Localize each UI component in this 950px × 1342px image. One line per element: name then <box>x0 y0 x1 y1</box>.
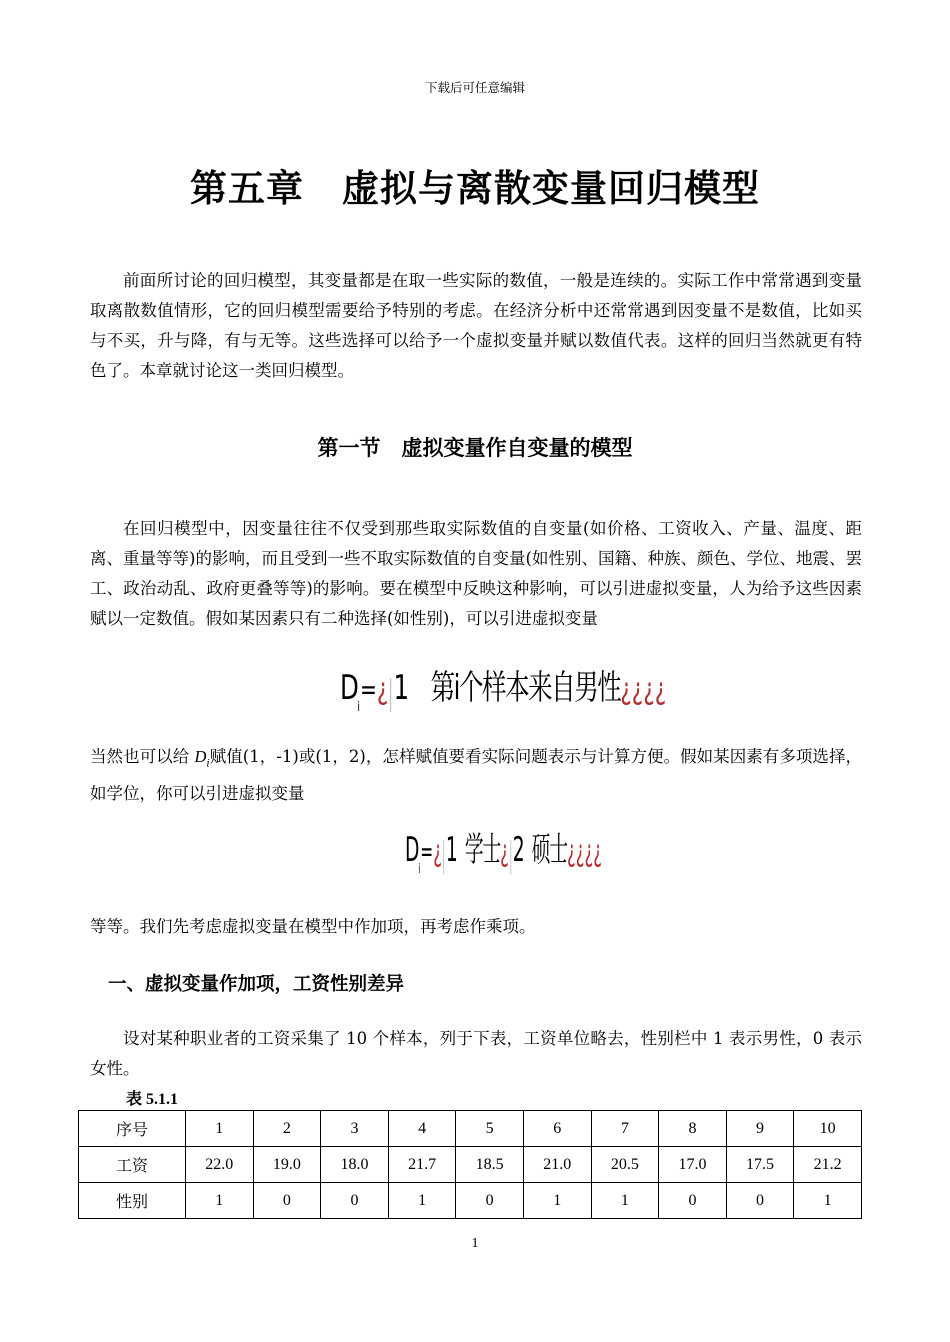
table-cell: 0 <box>726 1183 794 1219</box>
formula2-value-1: 1 <box>445 830 457 870</box>
paragraph-2-before: 当然也可以给 <box>90 747 195 766</box>
page-header: 下载后可任意编辑 <box>424 80 525 95</box>
formula2-text-2: 硕士 <box>531 830 567 870</box>
table-cell: 1 <box>186 1183 254 1219</box>
table-cell: 20.5 <box>591 1147 659 1183</box>
paragraph-2 <box>90 742 862 809</box>
table-cell: 10 <box>794 1111 862 1147</box>
table-cell: 3 <box>321 1111 389 1147</box>
table-cell: 0 <box>253 1183 321 1219</box>
formula-placeholder: ¿ <box>376 672 389 707</box>
table-cell: 6 <box>523 1111 591 1147</box>
table-cell: 9 <box>726 1111 794 1147</box>
table-cell: 22.0 <box>186 1147 254 1183</box>
formula2-brace-1 <box>444 840 445 874</box>
formula-subscript: i <box>357 700 361 715</box>
table-row <box>79 1183 862 1219</box>
paragraph-2-after: 赋值(1，-1)或(1，2)，怎样赋值要看实际问题表示与计算方便。假如某因素有多项选择，如学位，你可以引进虚拟变量 <box>90 747 862 804</box>
table-row-header: 序号 <box>79 1111 186 1147</box>
section-heading: 第一节 虚拟变量作自变量的模型 <box>317 436 633 460</box>
chapter-title: 第五章 虚拟与离散变量回归模型 <box>190 167 760 210</box>
formula2-text-1: 学士 <box>464 830 501 870</box>
formula2-value-2: 2 <box>512 830 524 870</box>
table-cell: 21.2 <box>794 1147 862 1183</box>
page-number: 1 <box>471 1236 479 1251</box>
table-body <box>79 1111 862 1219</box>
formula2-placeholder-2: ¿ <box>500 834 509 869</box>
formula-var: D <box>340 668 358 708</box>
table-cell: 1 <box>591 1183 659 1219</box>
table-cell: 18.5 <box>456 1147 524 1183</box>
formula-text: 第i个样本来自男性 <box>430 668 621 708</box>
table-row-header: 工资 <box>79 1147 186 1183</box>
table-caption: 表 5.1.1 <box>126 1091 179 1108</box>
table-cell: 2 <box>253 1111 321 1147</box>
table-cell: 1 <box>388 1183 456 1219</box>
table-cell: 1 <box>186 1111 254 1147</box>
formula-brace <box>391 678 392 712</box>
formula-gender-dummy <box>340 660 667 715</box>
table-cell: 21.7 <box>388 1147 456 1183</box>
table-cell: 19.0 <box>253 1147 321 1183</box>
formula2-var: D <box>405 830 419 870</box>
table-cell: 0 <box>321 1183 389 1219</box>
intro-paragraph: 前面所讨论的回归模型，其变量都是在取一些实际的数值，一般是连续的。实际工作中常常遇到变量取离散数值情形，它的回归模型需要给予特别的考虑。在经济分析中还常常遇到因变量不是数值，比如买与不买，升与降，有与无等。这些选择可以给予一个虚拟变量并赋以数值代表。这样的回归当然就更有特色了。本章就讨论这一类回归模型。 <box>90 271 862 380</box>
formula-degree-dummy <box>405 822 602 877</box>
table-cell: 7 <box>591 1111 659 1147</box>
table-row <box>79 1147 862 1183</box>
table-cell: 18.0 <box>321 1147 389 1183</box>
paragraph-1: 在回归模型中，因变量往往不仅受到那些取实际数值的自变量(如价格、工资收入、产量、温度、距离、重量等等)的影响，而且受到一些不取实际数值的自变量(如性别、国籍、种族、颜色、学位、地震、罢工、政治动乱、政府更叠等等)的影响。要在模型中反映这种影响，可以引进虚拟变量，人为给予这些因素赋以一定数值。假如某因素只有二种选择(如性别)，可以引进虚拟变量 <box>90 519 862 628</box>
paragraph-4: 设对某种职业者的工资采集了 10 个样本，列于下表，工资单位略去，性别栏中 1 表示男性，0 表示女性。 <box>90 1029 862 1078</box>
table-row <box>79 1111 862 1147</box>
formula2-brace-2 <box>510 840 511 874</box>
formula2-subscript: i <box>418 862 421 877</box>
subsection-heading: 一、虚拟变量作加项，工资性别差异 <box>108 974 405 995</box>
table-cell: 21.0 <box>523 1147 591 1183</box>
table-cell: 17.5 <box>726 1147 794 1183</box>
table-cell: 1 <box>794 1183 862 1219</box>
paragraph-2-sub: i <box>206 758 210 770</box>
formula-equals: = <box>360 673 377 706</box>
paragraph-2-var: D <box>194 747 207 766</box>
table-cell: 17.0 <box>659 1147 727 1183</box>
table-cell: 4 <box>388 1111 456 1147</box>
table-row-header: 性别 <box>79 1183 186 1219</box>
table-cell: 8 <box>659 1111 727 1147</box>
formula2-tail: ¿¿¿¿ <box>566 834 602 869</box>
formula2-placeholder-1: ¿ <box>433 834 442 869</box>
table-cell: 0 <box>659 1183 727 1219</box>
table-cell: 1 <box>523 1183 591 1219</box>
table-cell: 0 <box>456 1183 524 1219</box>
formula2-equals: = <box>420 835 434 868</box>
table-cell: 5 <box>456 1111 524 1147</box>
formula-value: 1 <box>393 668 408 708</box>
formula-tail: ¿¿¿¿ <box>620 672 667 707</box>
wage-gender-table <box>78 1110 862 1219</box>
paragraph-3: 等等。我们先考虑虚拟变量在模型中作加项，再考虑作乘项。 <box>90 917 536 936</box>
